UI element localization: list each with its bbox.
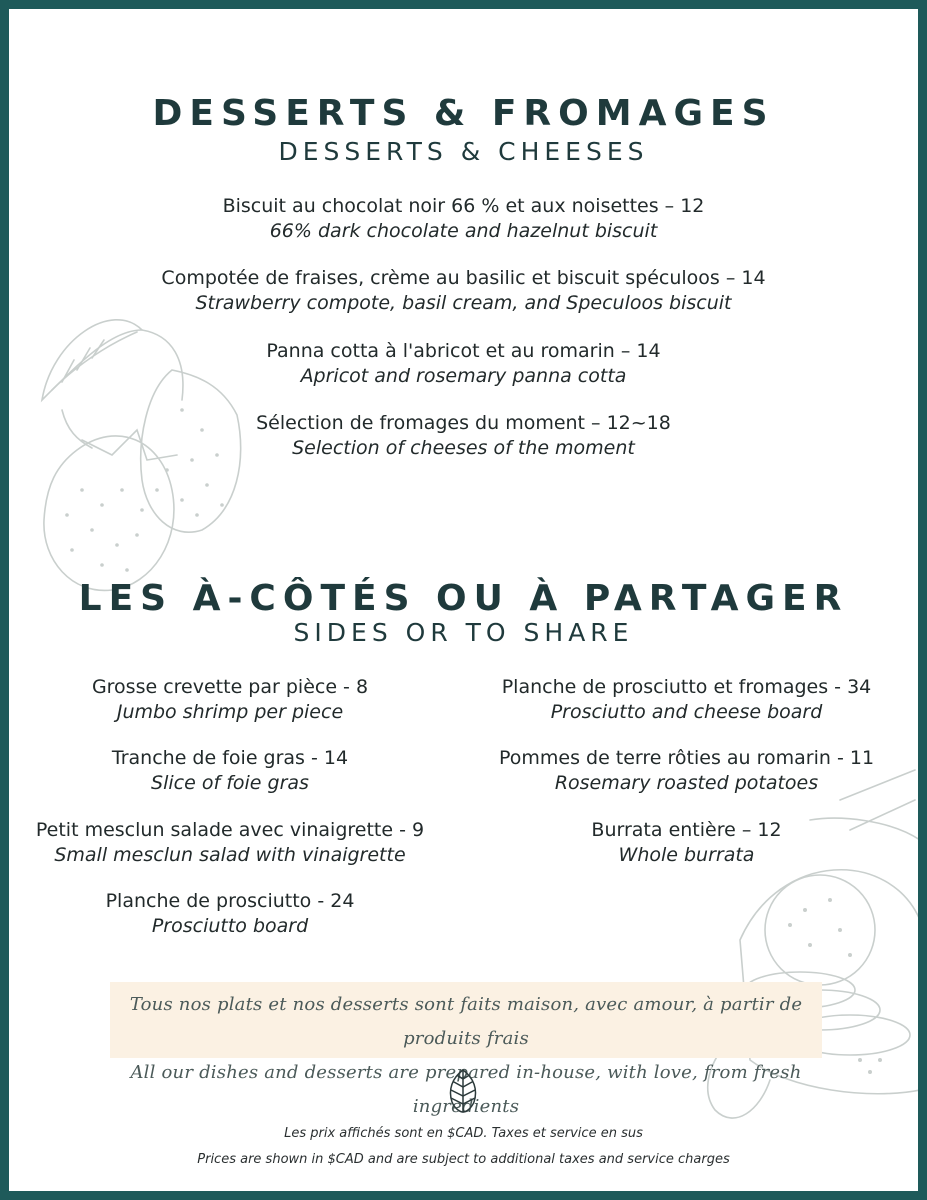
menu-item [455, 675, 918, 725]
menu-item-name-en: Prosciutto board [151, 915, 309, 937]
menu-item-name-fr: Sélection de fromages du moment – 12~18 [256, 412, 671, 434]
menu-item-name-en: Jumbo shrimp per piece [116, 701, 344, 723]
menu-item [455, 818, 918, 868]
homemade-note-fr: Tous nos plats et nos desserts sont faits maison, avec amour, à partir de produits frais [129, 994, 803, 1049]
homemade-note [110, 982, 822, 1117]
menu-item-name-fr: Tranche de foie gras - 14 [111, 747, 349, 769]
pinecone-icon [446, 1068, 480, 1114]
desserts-section-subtitle: DESSERTS & CHEESES [278, 137, 649, 166]
homemade-note-en: All our dishes and desserts are prepared in-house, with love, from fresh ingredients [130, 1062, 802, 1117]
sides-section-subtitle: SIDES OR TO SHARE [293, 618, 634, 647]
menu-item [0, 675, 460, 725]
menu-item-name-fr: Compotée de fraises, crème au basilic et biscuit spéculoos – 14 [161, 267, 766, 289]
menu-item-name-en: Prosciutto and cheese board [550, 701, 823, 723]
menu-item-name-en: Slice of foie gras [151, 772, 309, 794]
menu-item-name-fr: Petit mesclun salade avec vinaigrette - 9 [35, 819, 425, 841]
menu-item [60, 411, 867, 461]
price-note-en: Prices are shown in $CAD and are subject to additional taxes and service charges [197, 1152, 730, 1167]
desserts-section-title: DESSERTS & FROMAGES [152, 93, 775, 134]
menu-item [60, 339, 867, 389]
menu-item-name-fr: Planche de prosciutto et fromages - 34 [501, 676, 872, 698]
menu-item [0, 818, 460, 868]
menu-item [60, 266, 867, 316]
menu-item-name-en: Whole burrata [618, 844, 755, 866]
menu-item-name-fr: Grosse crevette par pièce - 8 [91, 676, 369, 698]
menu-item-name-en: Small mesclun salad with vinaigrette [54, 844, 406, 866]
menu-item-name-en: Strawberry compote, basil cream, and Speculoos biscuit [195, 292, 732, 314]
menu-item-name-fr: Biscuit au chocolat noir 66 % et aux noisettes – 12 [222, 195, 705, 217]
menu-item [60, 194, 867, 244]
sides-section-title: LES À-CÔTÉS OU À PARTAGER [78, 578, 849, 619]
menu-item [455, 746, 918, 796]
menu-item [0, 889, 460, 939]
menu-item [0, 746, 460, 796]
menu-item-name-fr: Panna cotta à l'abricot et au romarin – 14 [266, 340, 661, 362]
menu-item-name-en: Rosemary roasted potatoes [554, 772, 819, 794]
menu-item-name-fr: Burrata entière – 12 [591, 819, 782, 841]
menu-item-name-en: Apricot and rosemary panna cotta [300, 365, 627, 387]
menu-item-name-fr: Pommes de terre rôties au romarin - 11 [498, 747, 875, 769]
price-note-fr: Les prix affichés sont en $CAD. Taxes et service en sus [284, 1126, 643, 1141]
menu-item-name-en: 66% dark chocolate and hazelnut biscuit [269, 220, 658, 242]
menu-item-name-fr: Planche de prosciutto - 24 [105, 890, 355, 912]
menu-item-name-en: Selection of cheeses of the moment [292, 437, 635, 459]
